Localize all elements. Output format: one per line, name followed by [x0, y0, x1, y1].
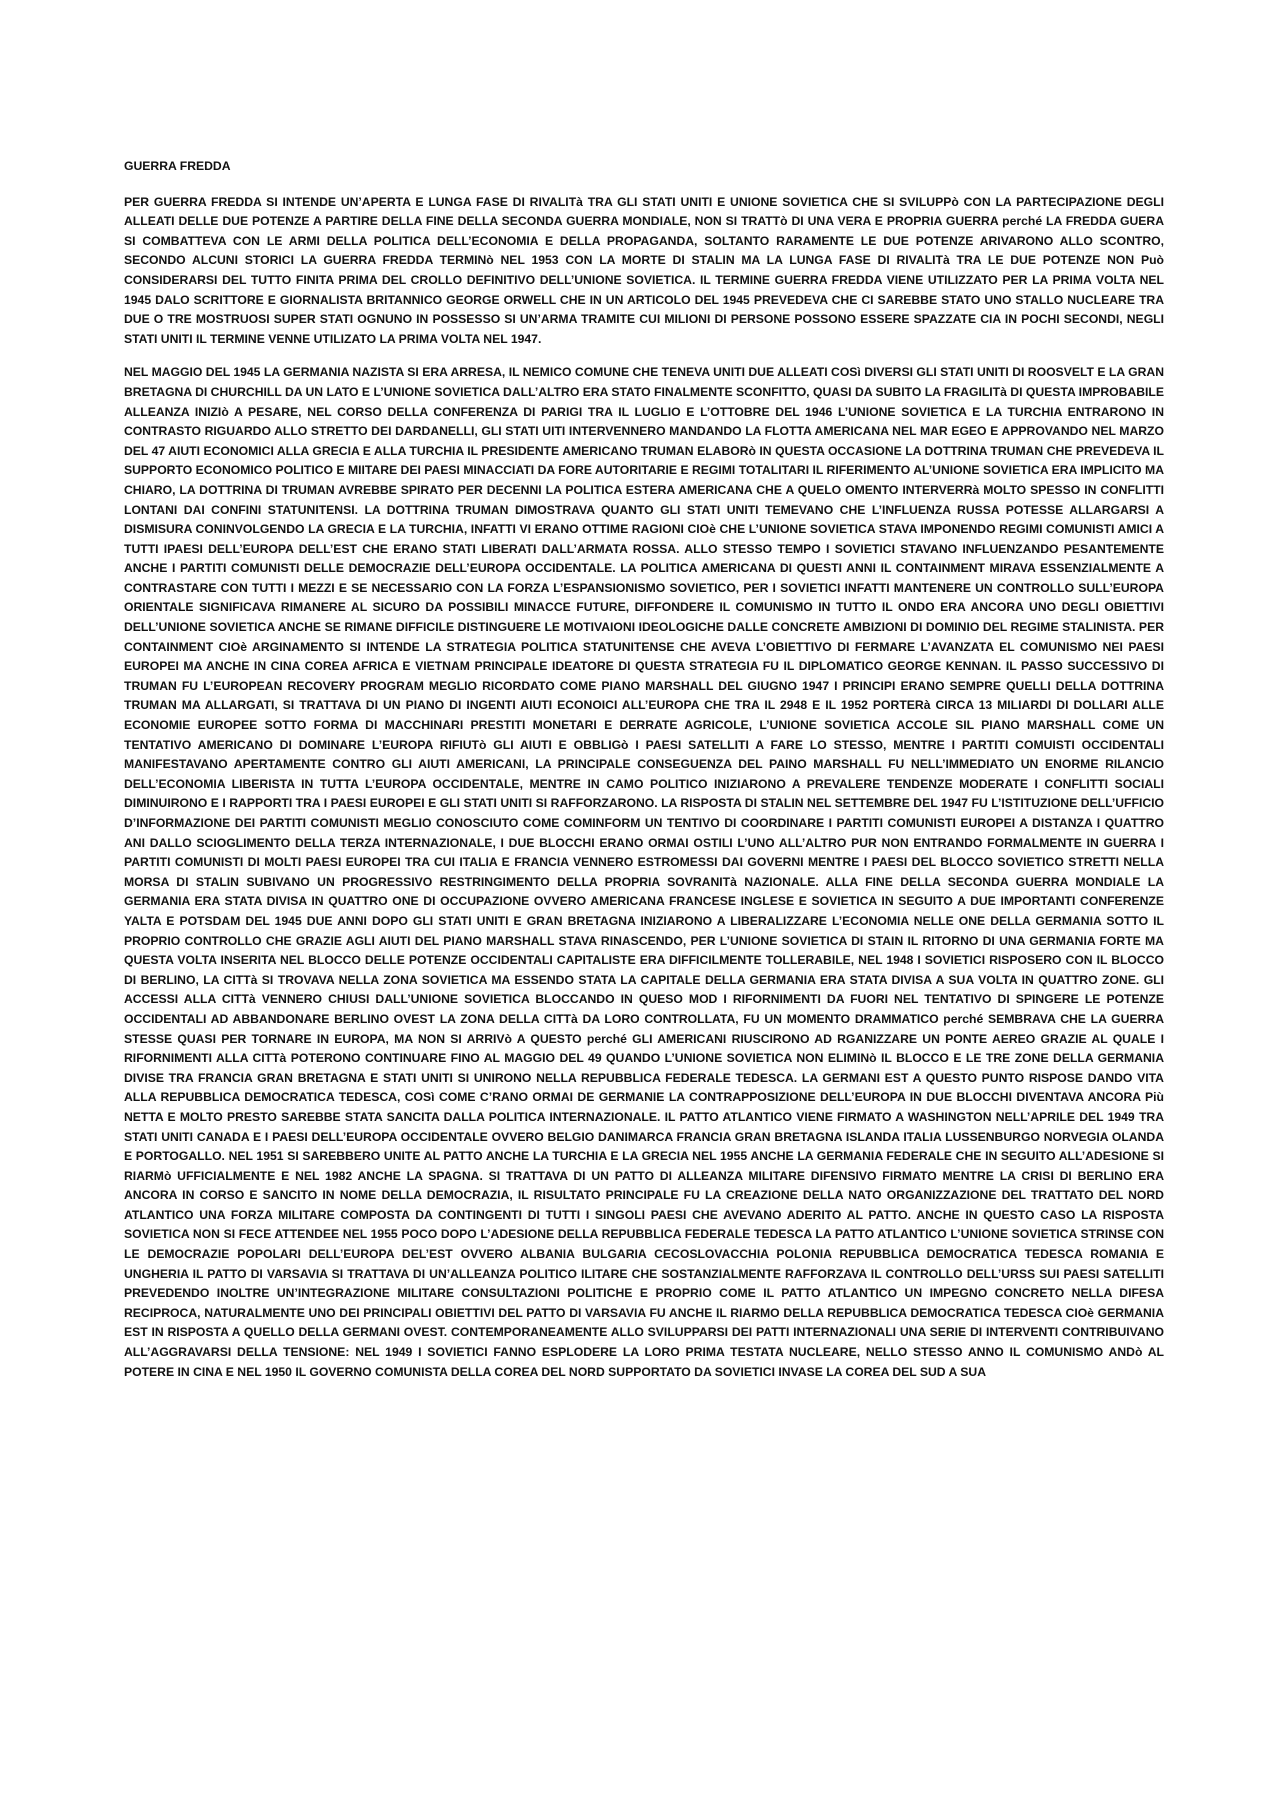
document-title: GUERRA FREDDA [124, 159, 231, 173]
paragraph-intro: PER GUERRA FREDDA SI INTENDE UN’APERTA E LUNGA FASE DI RIVALITà TRA GLI STATI UNITI E UNIONE SOVIETICA CHE SI SVILUPPò CON LA PARTECIPAZIONE DEGLI ALLEATI DELLE DUE POTENZE A PARTIRE DELLA FINE DELLA SECONDA GUERRA MONDIALE, NON SI TRATTò DI UNA VERA E PROPRIA GUERRA perché LA FREDDA GUERA SI COMBATTEVA CON LE ARMI DELLA POLITICA DELL’ECONOMIA E DELLA PROPAGANDA, SOLTANTO RARAMENTE LE DUE POTENZE ARIVARONO ALLO SCONTRO, SECONDO ALCUNI STORICI LA GUERRA FREDDA TERMINò NEL 1953 CON LA MORTE DI STALIN MA LA LUNGA FASE DI RIVALITà TRA LE DUE POTENZE NON Può CONSIDERARSI DEL TUTTO FINITA PRIMA DEL CROLLO DEFINITIVO DELL’UNIONE SOVIETICA. IL TERMINE GUERRA FREDDA VIENE UTILIZZATO PER LA PRIMA VOLTA NEL 1945 DALO SCRITTORE E GIORNALISTA BRITANNICO GEORGE ORWELL CHE IN UN ARTICOLO DEL 1945 PREVEDEVA CHE CI SAREBBE STATO UNO STALLO NUCLEARE TRA DUE O TRE MOSTRUOSI SUPER STATI OGNUNO IN POSSESSO SI UN’ARMA TRAMITE CUI MILIONI DI PERSONE POSSONO ESSERE SPAZZATE CIA IN POCHI SECONDI, NEGLI STATI UNITI IL TERMINE VENNE UTILIZATO LA PRIMA VOLTA NEL 1947. [124, 194, 1164, 346]
document-body [124, 157, 1164, 1396]
paragraph-history: NEL MAGGIO DEL 1945 LA GERMANIA NAZISTA SI ERA ARRESA, IL NEMICO COMUNE CHE TENEVA UNITI DUE ALLEATI COSì DIVERSI GLI STATI UNITI DI ROOSVELT E LA GRAN BRETAGNA DI CHURCHILL DA UN LATO E L’UNIONE SOVIETICA DALL’ALTRO ERA STATO FINALMENTE SCONFITTO, QUASI DA SUBITO LA FRAGILITà DI QUESTA IMPROBABILE ALLEANZA INIZIò A PESARE, NEL CORSO DELLA CONFERENZA DI PARIGI TRA IL LUGLIO E L’OTTOBRE DEL 1946 L’UNIONE SOVIETICA E LA TURCHIA ENTRARONO IN CONTRASTO RIGUARDO ALLO STRETTO DEI DARDANELLI, GLI STATI UITI INTERVENNERO MANDANDO LA FLOTTA AMERICANA NEL MAR EGEO E APPROVANDO NEL MARZO DEL 47 AIUTI ECONOMICI ALLA GRECIA E ALLA TURCHIA IL PRESIDENTE AMERICANO TRUMAN ELABORò IN QUESTA OCCASIONE LA DOTTRINA TRUMAN CHE PREVEDEVA IL SUPPORTO ECONOMICO POLITICO E MIITARE DEI PAESI MINACCIATI DA FORE AUTORITARIE E REGIMI TOTALITARI IL RIFERIMENTO AL’UNIONE SOVIETICA ERA IMPLICITO MA CHIARO, LA DOTTRINA DI TRUMAN AVREBBE SPIRATO PER DECENNI LA POLITICA ESTERA AMERICANA CHE A QUELO OMENTO INTERVERRà MOLTO SPESSO IN CONFLITTI LONTANI DAI CONFINI STATUNITENSI. LA DOTTRINA TRUMAN DIMOSTRAVA QUANTO GLI STATI UNITI TEMEVANO CHE L’INFLUENZA RUSSA POTESSE ALLARGARSI A DISMISURA CONINVOLGENDO LA GRECIA E LA TURCHIA, INFATTI VI ERANO OTTIME RAGIONI CIOè CHE L’UNIONE SOVIETICA STAVA IMPONENDO REGIMI COMUNISTI AMICI A TUTTI IPAESI DELL’EUROPA DELL’EST CHE ERANO STATI LIBERATI DALL’ARMATA ROSSA. ALLO STESSO TEMPO I SOVIETICI STAVANO INFLUENZANDO PESANTEMENTE ANCHE I PARTITI COMUNISTI DELLE DEMOCRAZIE DELL’EUROPA OCCIDENTALE. LA POLITICA AMERICANA DI QUESTI ANNI IL CONTAINMENT MIRAVA ESSENZIALMENTE A CONTRASTARE CON TUTTI I MEZZI E SE NECESSARIO CON LA FORZA L’ESPANSIONISMO SOVIETICO, PER I SOVIETICI INFATTI MANTENERE UN CONTROLLO SULL’EUROPA ORIENTALE SIGNIFICAVA RIMANERE AL SICURO DA POSSIBILI MINACCE FUTURE, DIFFONDERE IL COMUNISMO IN TUTTO IL ONDO ERA ANCORA UNO DEGLI OBIETTIVI DELL’UNIONE SOVIETICA ANCHE SE RIMANE DIFFICILE DISTINGUERE LE MOTIVAIONI IDEOLOGICHE DALLE CONCRETE AMBIZIONI DI DOMINIO DEL REGIME STALINISTA. PER CONTAINMENT CIOè ARGINAMENTO SI INTENDE LA STRATEGIA POLITICA STATUNITENSE CHE AVEVA L’OBIETTIVO DI FERMARE L’AVANZATA EL COMUNISMO NEI PAESI EUROPEI MA ANCHE IN CINA COREA AFRICA E VIETNAM PRINCIPALE IDEATORE DI QUESTA STRATEGIA FU IL DIPLOMATICO GEORGE KENNAN. IL PASSO SUCCESSIVO DI TRUMAN FU L’EUROPEAN RECOVERY PROGRAM MEGLIO RICORDATO COME PIANO MARSHALL DEL GIUGNO 1947 I PRINCIPI ERANO SEMPRE QUELLI DELLA DOTTRINA TRUMAN MA ALLARGATI, SI TRATTAVA DI UN PIANO DI INGENTI AIUTI ECONOICI ALL’EUROPA CHE TRA IL 2948 E IL 1952 PORTERà CIRCA 13 MILIARDI DI DOLLARI ALLE ECONOMIE EUROPEE SOTTO FORMA DI MACCHINARI PRESTITI MONETARI E DERRATE AGRICOLE, L’UNIONE SOVIETICA ACCOLE SIL PIANO MARSHALL COME UN TENTATIVO AMERICANO DI DOMINARE L’EUROPA RIFIUTò GLI AIUTI E OBBLIGò I PAESI SATELLITI A FARE LO STESSO, MENTRE I PARTITI COMUISTI OCCIDENTALI MANIFESTAVANO APERTAMENTE CONTRO GLI AIUTI AMERICANI, LA PRINCIPALE CONSEGUENZA DEL PAINO MARSHALL FU NELL’IMMEDIATO UN ENORME RILANCIO DELL’ECONOMIA LIBERISTA IN TUTTA L’EUROPA OCCIDENTALE, MENTRE IN CAMO POLITICO INIZIARONO A PREVALERE TENDENZE MODERATE I CONFLITTI SOCIALI DIMINUIRONO E I RAPPORTI TRA I PAESI EUROPEI E GLI STATI UNITI SI RAFFORZARONO. LA RISPOSTA DI STALIN NEL SETTEMBRE DEL 1947 FU L’ISTITUZIONE DELL’UFFICIO D’INFORMAZIONE DEI PARTITI COMUNISTI MEGLIO CONOSCIUTO COME COMINFORM UN TENTIVO DI COORDINARE I PARTITI COMUNISTI EUROPEI A DISTANZA I QUATTRO ANI DALLO SCIOGLIMENTO DELLA TERZA INTERNAZIONALE, I DUE BLOCCHI ERANO ORMAI OSTILI L’UNO ALL’ALTRO PUR NON ENTRANDO FORMALMENTE IN GUERRA I PARTITI COMUNISTI DI MOLTI PAESI EUROPEI TRA CUI ITALIA E FRANCIA VENNERO ESTROMESSI DAI GOVERNI MENTRE I PAESI DEL BLOCCO SOVIETICO STRETTI NELLA MORSA DI STALIN SUBIVANO UN PROGRESSIVO RESTRINGIMENTO DELLA PROPRIA SOVRANITà NAZIONALE. ALLA FINE DELLA SECONDA GUERRA MONDIALE LA GERMANIA ERA STATA DIVISA IN QUATTRO ONE DI OCCUPAZIONE OVVERO AMERICANA FRANCESE INGLESE E SOVIETICA IN SEGUITO A DUE IMPORTANTI CONFERENZE YALTA E POTSDAM DEL 1945 DUE ANNI DOPO GLI STATI UNITI E GRAN BRETAGNA INIZIARONO A LIBERALIZZARE L’ECONOMIA NELLE ONE DELLA GERMANIA SOTTO IL PROPRIO CONTROLLO CHE GRAZIE AGLI AIUTI DEL PIANO MARSHALL STAVA RINASCENDO, PER L’UNIONE SOVIETICA DI STAIN IL RITORNO DI UNA GERMANIA FORTE MA QUESTA VOLTA INSERITA NEL BLOCCO DELLE POTENZE OCCIDENTALI CAPITALISTE ERA DIFFICILMENTE TOLLERABILE, NEL 1948 I SOVIETICI RISPOSERO CON IL BLOCCO DI BERLINO, LA CITTà SI TROVAVA NELLA ZONA SOVIETICA MA ESSENDO STATA LA CAPITALE DELLA GERMANIA ERA STATA DIVISA A SUA VOLTA IN QUATTRO ZONE. GLI ACCESSI ALLA CITTà VENNERO CHIUSI DALL’UNIONE SOVIETICA BLOCCANDO IN QUESO MOD I RIFORNIMENTI DA FUORI NEL TENTATIVO DI SPINGERE LE POTENZE OCCIDENTALI AD ABBANDONARE BERLINO OVEST LA ZONA DELLA CITTà DA LORO CONTROLLATA, FU UN MOMENTO DRAMMATICO perché SEMBRAVA CHE LA GUERRA STESSE QUASI PER TORNARE IN EUROPA, MA NON SI ARRIVò A QUESTO perché GLI AMERICANI RIUSCIRONO AD RGANIZZARE UN PONTE AEREO GRAZIE AL QUALE I RIFORNIMENTI ALLA CITTà POTERONO CONTINUARE FINO AL MAGGIO DEL 49 QUANDO L’UNIONE SOVIETICA NON ELIMINò IL BLOCCO E LE TRE ZONE DELLA GERMANIA DIVISE TRA FRANCIA GRAN BRETAGNA E STATI UNITI SI UNIRONO NELLA REPUBBLICA FEDERALE TEDESCA. LA GERMANI EST A QUESTO PUNTO RISPOSE DANDO VITA ALLA REPUBBLICA DEMOCRATICA TEDESCA, COSì COME C’RANO ORMAI DE GERMANIE LA CONTRAPPOSIZIONE DELL’EUROPA IN DUE BLOCCHI DIVENTAVA ANCORA Più NETTA E MOLTO PRESTO SAREBBE STATA SANCITA DALLA POLITICA INTERNAZIONALE. IL PATTO ATLANTICO VIENE FIRMATO A WASHINGTON NELL’APRILE DEL 1949 TRA STATI UNITI CANADA E I PAESI DELL’EUROPA OCCIDENTALE OVVERO BELGIO DANIMARCA FRANCIA GRAN BRETAGNA ISLANDA ITALIA LUSSENBURGO NORVEGIA OLANDA E PORTOGALLO. NEL 1951 SI SAREBBERO UNITE AL PATTO ANCHE LA TURCHIA E LA GRECIA NEL 1955 ANCHE LA GERMANIA FEDERALE CHE IN SEGUITO ALL’ADESIONE SI RIARMò UFFICIALMENTE E NEL 1982 ANCHE LA SPAGNA. SI TRATTAVA DI UN PATTO DI ALLEANZA MILITARE DIFENSIVO FIRMATO MENTRE LA CRISI DI BERLINO ERA ANCORA IN CORSO E SANCITO IN NOME DELLA DEMOCRAZIA, IL RISULTATO PRINCIPALE FU LA CREAZIONE DELLA NATO ORGANIZZAZIONE DEL TRATTATO DEL NORD ATLANTICO UNA FORZA MILITARE COMPOSTA DA CONTINGENTI DI TUTTI I SINGOLI PAESI CHE AVEVANO ADERITO AL PATTO. ANCHE IN QUESTO CASO LA RISPOSTA SOVIETICA NON SI FECE ATTENDEE NEL 1955 POCO DOPO L’ADESIONE DELLA REPUBBLICA FEDERALE TEDESCA LA PATTO ATLANTICO L’UNIONE SOVIETICA STRINSE CON LE DEMOCRAZIE POPOLARI DELL’EUROPA DEL’EST OVVERO ALBANIA BULGARIA CECOSLOVACCHIA POLONIA REPUBBLICA DEMOCRATICA TEDESCA ROMANIA E UNGHERIA IL PATTO DI VARSAVIA SI TRATTAVA DI UN’ALLEANZA POLITICO ILITARE CHE SOSTANZIALMENTE RAFFORZAVA IL CONTROLLO DELL’URSS SUI PAESI SATELLITI PREVEDENDO INOLTRE UN’INTEGRAZIONE MILITARE CONSULTAZIONI POLITICHE E PROPRIO COME IL PATTO ATLANTICO UN IMPEGNO CONCRETO NELLA DIFESA RECIPROCA, NATURALMENTE UNO DEI PRINCIPALI OBIETTIVI DEL PATTO DI VARSAVIA FU ANCHE IL RIARMO DELLA REPUBBLICA DEMOCRATICA TEDESCA CIOè GERMANIA EST IN RISPOSTA A QUELLO DELLA GERMANI OVEST. CONTEMPORANEAMENTE ALLO SVILUPPARSI DEI PATTI INTERNAZIONALI UNA SERIE DI INTERVENTI CONTRIBUIVANO ALL’AGGRAVARSI DELLA TENSIONE: NEL 1949 I SOVIETICI FANNO ESPLODERE LA LORO PRIMA TESTATA NUCLEARE, NELLO STESSO ANNO IL COMUNISMO ANDò AL POTERE IN CINA E NEL 1950 IL GOVERNO COMUNISTA DELLA COREA DEL NORD SUPPORTATO DA SOVIETICI INVASE LA COREA DEL SUD A SUA [124, 365, 1164, 1379]
